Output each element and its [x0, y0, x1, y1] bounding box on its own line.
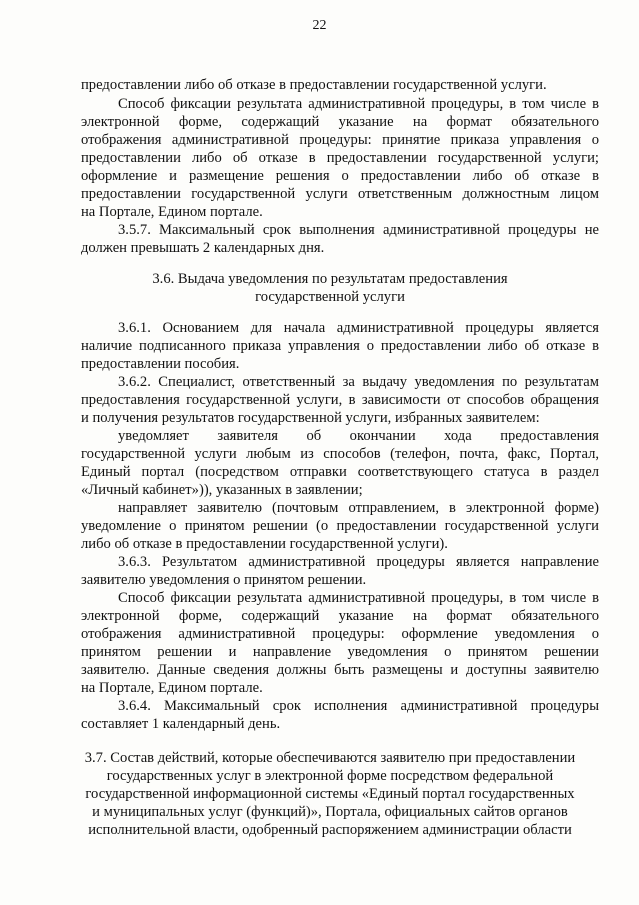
text-line: 3.6.1. Основанием для начала административной процедуры является	[118, 320, 599, 336]
text-line: заявителю. Данные сведения должны быть размещены и доступны заявителю	[81, 662, 599, 678]
text-line: предоставлении пособия.	[81, 356, 240, 372]
text-line: на Портале, Едином портале.	[81, 680, 263, 696]
text-line: 3.5.7. Максимальный срок выполнения административной процедуры не	[118, 222, 599, 238]
text-line: наличие подписанного приказа управления о предоставлении либо об отказе в	[81, 338, 599, 354]
text-line: оформление и размещение решения о предоставлении либо об отказе в	[81, 168, 599, 184]
text-line: уведомление о принятом решении (о предоставлении государственной услуги	[81, 518, 599, 534]
text-line: электронной форме, содержащий указание на формат обязательного	[81, 114, 599, 130]
text-line: 3.6.4. Максимальный срок исполнения административной процедуры	[118, 698, 599, 714]
text-line: 3.7. Состав действий, которые обеспечиваются заявителю при предоставлении	[84, 750, 576, 766]
text-line: 3.6.3. Результатом административной процедуры является направление	[118, 554, 599, 570]
text-line: электронной форме, содержащий указание на формат обязательного	[81, 608, 599, 624]
text-line: на Портале, Едином портале.	[81, 204, 263, 220]
text-line: составляет 1 календарный день.	[81, 716, 281, 732]
text-line: предоставлении либо об отказе в предоставлении государственной услуги;	[81, 150, 599, 166]
text-line: исполнительной власти, одобренный распоряжением администрации области	[88, 822, 572, 838]
text-line: предоставлении государственной услуги ответственным должностным лицом	[81, 186, 599, 202]
text-line: государственных услуг в электронной форме посредством федеральной	[106, 768, 554, 784]
text-line: уведомляет заявителя об окончании хода предоставления	[118, 428, 599, 444]
text-line: принятом решении и направление уведомления о принятом решении	[81, 644, 599, 660]
text-line: 3.6. Выдача уведомления по результатам предоставления	[152, 271, 508, 287]
text-line: предоставлении либо об отказе в предоставлении государственной услуги.	[81, 77, 547, 93]
text-line: «Личный кабинет»)), указанных в заявлении;	[81, 482, 363, 498]
page-number: 22	[312, 18, 327, 33]
text-line: заявителю уведомления о принятом решении.	[81, 572, 367, 588]
text-line: и получения результатов государственной услуги, избранных заявителем:	[81, 410, 540, 426]
text-line: государственной услуги	[255, 289, 405, 305]
text-line: либо об отказе в предоставлении государственной услуги).	[81, 536, 448, 552]
text-line: направляет заявителю (почтовым отправлением, в электронной форме)	[118, 500, 599, 516]
text-line: Способ фиксации результата административной процедуры, в том числе в	[118, 96, 599, 112]
text-line: должен превышать 2 календарных дня.	[81, 240, 325, 256]
text-line: и муниципальных услуг (функций)», Портала, официальных сайтов органов	[92, 804, 568, 820]
text-line: государственной информационной системы «Единый портал государственных	[85, 786, 575, 802]
text-line: отображения административной процедуры: оформление уведомления о	[81, 626, 599, 642]
text-line: предоставления государственной услуги, в зависимости от способов обращения	[81, 392, 599, 408]
text-line: 3.6.2. Специалист, ответственный за выдачу уведомления по результатам	[118, 374, 599, 390]
text-line: государственной услуги любым из способов (телефон, почта, факс, Портал,	[81, 446, 599, 462]
text-line: Единый портал (посредством отправки соответствующего статуса в раздел	[81, 464, 599, 480]
text-line: отображения административной процедуры: принятие приказа управления о	[81, 132, 599, 148]
text-line: Способ фиксации результата административной процедуры, в том числе в	[118, 590, 599, 606]
